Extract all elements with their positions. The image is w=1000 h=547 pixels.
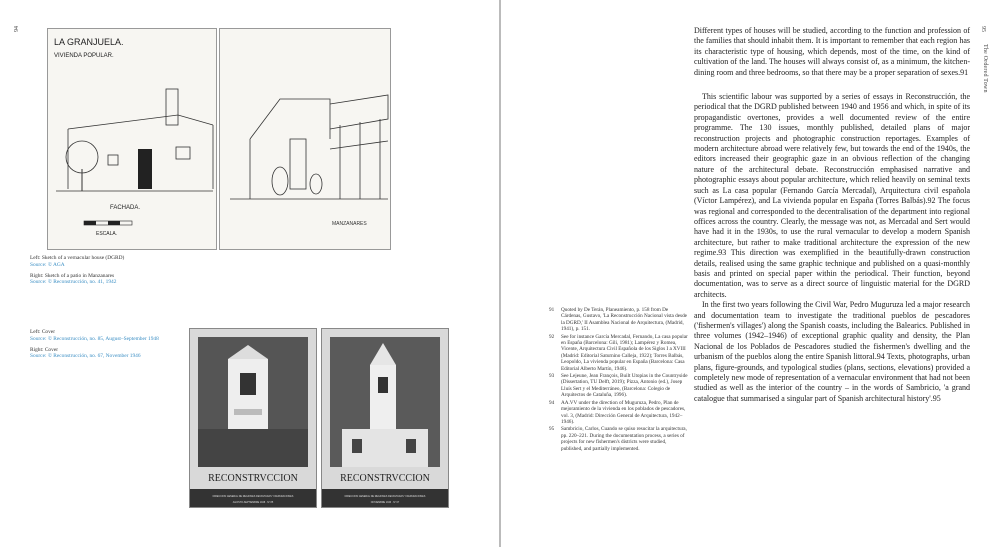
right-page bbox=[501, 0, 1000, 547]
patio-sketch-drawing bbox=[220, 29, 390, 249]
footnote bbox=[549, 307, 689, 333]
magazine-cover-right bbox=[321, 328, 449, 508]
footnote-text: See for instance García Mercadal, Fernando, La casa popular en España (Barcelona: Gili, 1981); Lampérez y Romea, Vicente, Arquitectura Civil Española de los Siglos I a XVIII (Madrid: Editorial Saturnino Calleja, 1922); Torres Balbás, Leopoldo, La vivienda popular en España (Barcelona: Casa Editorial Alberto Martín, 1946). bbox=[561, 333, 688, 372]
cover-left-masthead: RECONSTRVCCION bbox=[208, 473, 298, 484]
footnote-number: 92 bbox=[549, 333, 555, 340]
sketch-patio bbox=[219, 28, 391, 250]
sketch-facade-label: FACHADA. bbox=[110, 205, 141, 211]
footnote-text: See Lejeune, Jean François, Built Utopias in the Countryside (Dissertation, TU Delft, 2019); Pizza, Antonio (ed.), Josep Lluís Sert y el Mediterráneo, (Barcelona: Colegio de Arquitectos de Cataluña, 1996). bbox=[561, 373, 688, 399]
page-number-right: 95 bbox=[980, 26, 986, 32]
footnote bbox=[549, 373, 689, 399]
magazine-cover-left bbox=[189, 328, 317, 508]
caption-sketches bbox=[30, 255, 180, 290]
sketch-signature: MANZANARES bbox=[332, 221, 367, 227]
sketch-title-2: VIVIENDA POPULAR. bbox=[54, 53, 114, 59]
footnote-number: 95 bbox=[549, 426, 555, 433]
caption-sketch-left-source: Source: © AGA bbox=[30, 261, 65, 268]
footnote bbox=[549, 334, 689, 372]
left-page bbox=[0, 0, 499, 547]
footnote-text: Quoted by De Terán, Planeamiento, p. 158 from De Cárdenas, Gustavo, 'La Reconstrucción Nacional vista desde la DGRD,' II Asamblea Nacional de Arquitectura, (Madrid, 1941), p. 151. bbox=[561, 307, 687, 333]
footnote-number: 94 bbox=[549, 399, 555, 406]
footnote bbox=[549, 400, 689, 426]
caption-covers bbox=[30, 329, 180, 364]
cover-left-issue: AGOSTO-SEPTIEMBRE 1948 · Nº 85 bbox=[232, 501, 274, 504]
body-paragraph-3: In the first two years following the Civil War, Pedro Muguruza led a major research and documentation team to investigate the traditional pueblos de pescadores ('fishermen's villages') along the Spanish coasts, including the Balearics. Published in three volumes (1942–1946) of exceptional graphic quality and density, the Plan Nacional de los Poblados de Pescadores studied the fishermen's dwelling and the urbanism of the pueblos along the entire Spanish littoral.94 Texts, photographs, urban plans, figure-grounds, and typological studies (plans, sections, elevations) provided a completely new mode of representation of a vernacular environment that had not been studied as well as the interior of the country – in the words of Sambricio, 'a grand catalogue that summarised a singular part of Spanish architectural history'.95 bbox=[694, 300, 970, 403]
footnote bbox=[549, 426, 689, 452]
footnote-text: Sambricio, Carlos, Cuando se quiso resucitar la arquitectura, pp. 220–221. During the documentation process, a series of projects for new fishermen's districts were studied, published, and partially implemented. bbox=[561, 426, 687, 452]
cover-left-footer: DIRECCION GENERAL DE REGIONES DEVASTADAS Y REPARACIONES bbox=[212, 495, 294, 498]
caption-sketch-right-label: Right: Sketch of a patio in Manzanares bbox=[30, 272, 115, 279]
footnote-number: 91 bbox=[549, 307, 555, 313]
cover-right-issue: NOVIEMBRE 1946 · Nº 67 bbox=[370, 501, 400, 504]
page-number-left: 94 bbox=[14, 26, 20, 32]
running-head: The Ordered Town bbox=[982, 44, 988, 93]
footnotes bbox=[549, 307, 689, 453]
caption-sketch-left-label: Left: Sketch of a vernacular house (DGRD) bbox=[30, 255, 125, 261]
cover-right-image bbox=[322, 329, 448, 507]
footnote-text: AA.VV under the direction of Muguruza, Pedro, Plan de mejoramiento de la vivienda en los poblados de pescadores, vol. 3, (Madrid: Dirección General de Arquitectura, 1942–1946). bbox=[561, 399, 686, 425]
caption-sketch-right-source: Source: © Reconstrucción, no. 41, 1942 bbox=[30, 279, 117, 286]
body-paragraph-2: This scientific labour was supported by a series of essays in Reconstrucción, the periodical that the DGRD published between 1940 and 1956 and which, in spite of its propagandistic overtones, provides a well documented review of the entire programme. The 130 issues, monthly published, detailed plans of major reconstruction projects and photographic construction reportages. Examples of modern architecture abroad were relatively few, but towards the end of the 1940s, the editors increased their geographic gaze in an obvious reflection of the changing nature of the architectural debate. Reconstrucción emphasised narrative and photographic essays about popular architecture, which relied heavily on seminal texts such as La casa popular (Fernando García Mercadal), Arquitectura civil española (Víctor Lampérez), and La vivienda popular en España (Torres Balbás).92 The focus was regional and corresponded to the decentralisation of the department into regional offices across the country. Clearly, the message was not, as Mercadal and Sert would have had it in the 1930s, to use the rural vernacular to develop a modern Spanish architecture, but rather to make traditional architecture the expression of the new regime.93 This direction was exemplified in the beautifully-drawn construction details, realised using the same graphic technique and published on a quasi-monthly basis and printed on special paper within the periodical. Their function, beyond documentation, was to serve as a direct source of linguistic material for the DGRD architects. bbox=[694, 92, 970, 299]
sketch-vernacular-house bbox=[47, 28, 217, 250]
house-sketch-drawing bbox=[48, 29, 216, 249]
cover-right-footer: DIRECCION GENERAL DE REGIONES DEVASTADAS Y REPARACIONES bbox=[344, 495, 426, 498]
footnote-number: 93 bbox=[549, 373, 555, 380]
sketch-title-1: LA GRANJUELA. bbox=[54, 37, 124, 47]
caption-cover-left-source: Source: © Reconstrucción, no. 85, August–September 1948 bbox=[30, 335, 159, 342]
caption-cover-left-label: Left: Cover bbox=[30, 329, 55, 335]
body-text bbox=[694, 26, 970, 404]
cover-right-masthead: RECONSTRVCCION bbox=[340, 473, 430, 484]
caption-cover-right-label: Right: Cover bbox=[30, 346, 59, 353]
caption-cover-right-source: Source: © Reconstrucción, no. 67, November 1946 bbox=[30, 353, 141, 360]
cover-left-image bbox=[190, 329, 316, 507]
body-paragraph-1: Different types of houses will be studied, according to the function and profession of the families that should inhabit them. It is important to remember that each region has its characteristic type of housing, which depends, most of the time, on the kind of cultivation of the land. The houses will always consist of, as a minimum, the kitchen-dining room and three bedrooms, so that there may be a proper separation of sexes.91 bbox=[694, 26, 970, 77]
sketch-scale-label: ESCALA. bbox=[96, 231, 118, 237]
